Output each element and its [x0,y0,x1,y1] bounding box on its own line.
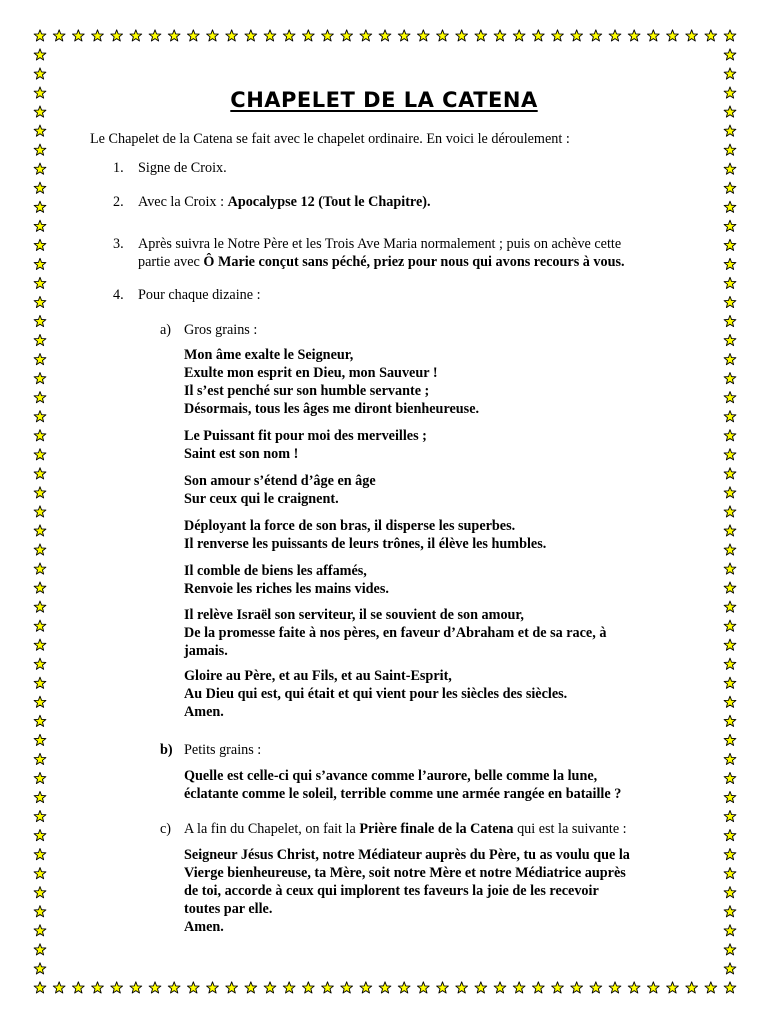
star-icon [724,506,736,517]
star-icon [34,677,46,688]
star-icon [437,982,449,993]
star-icon [532,982,544,993]
star-icon [34,258,46,269]
star-icon [34,125,46,136]
star-icon [571,30,583,41]
star-icon [724,601,736,612]
star-icon [724,163,736,174]
star-icon [92,982,104,993]
magnificat-line: Renvoie les riches les mains vides. [184,581,389,597]
star-icon [322,30,334,41]
sub-b-label: Petits grains : [184,742,262,758]
star-icon [34,620,46,631]
star-icon [724,963,736,974]
star-icon [724,753,736,764]
star-icon [724,49,736,60]
star-icon [724,277,736,288]
star-icon [724,525,736,536]
star-icon [34,525,46,536]
magnificat-line: Il relève Israël son serviteur, il se souvient de son amour, [184,607,524,623]
star-icon [34,791,46,802]
star-icon [724,544,736,555]
star-icon [686,982,698,993]
star-icon [187,30,199,41]
star-icon [724,334,736,345]
star-icon [724,144,736,155]
star-icon [34,68,46,79]
star-icon [34,810,46,821]
star-icon [34,239,46,250]
magnificat-line: Au Dieu qui est, qui était et qui vient pour les siècles des siècles. [184,686,568,702]
magnificat-line: Il s’est penché sur son humble servante ; [184,383,430,399]
star-icon [724,944,736,955]
star-icon [724,696,736,707]
star-icon [724,373,736,384]
star-icon [111,30,123,41]
star-icon [532,30,544,41]
star-icon [34,963,46,974]
star-icon [92,30,104,41]
step-1-number: 1. [113,160,124,176]
star-icon [437,30,449,41]
star-icon [264,30,276,41]
star-icon [686,30,698,41]
star-icon [571,982,583,993]
star-icon [34,982,46,993]
star-icon [647,982,659,993]
page-title: CHAPELET DE LA CATENA [230,88,538,112]
star-icon [34,392,46,403]
star-icon [724,772,736,783]
star-icon [34,353,46,364]
sub-c-plain-end: qui est la suivante : [513,821,627,837]
star-icon [456,982,468,993]
magnificat-line: Mon âme exalte le Seigneur, [184,347,354,363]
final-prayer-line: Vierge bienheureuse, ta Mère, soit notre Mère et notre Médiatrice auprès [184,865,626,881]
star-icon [245,30,257,41]
star-icon [513,30,525,41]
sub-a-letter: a) [160,322,172,338]
step-3-bold: Ô Marie conçut sans péché, priez pour nous qui avons recours à vous. [203,254,625,270]
star-icon [647,30,659,41]
step-2-plain: Avec la Croix : [138,194,228,210]
star-icon [724,239,736,250]
magnificat-line: Son amour s’étend d’âge en âge [184,473,376,489]
magnificat-line: Sur ceux qui le craignent. [184,491,339,507]
star-icon [417,30,429,41]
star-icon [724,887,736,898]
magnificat-line: Saint est son nom ! [184,446,299,462]
star-icon [724,68,736,79]
sub-c-letter: c) [160,821,172,837]
star-icon [34,334,46,345]
star-icon [724,182,736,193]
star-icon [724,296,736,307]
star-icon [552,982,564,993]
star-icon [34,544,46,555]
magnificat-line: Exulte mon esprit en Dieu, mon Sauveur ! [184,365,438,381]
star-icon [34,277,46,288]
star-icon [724,582,736,593]
star-icon [456,30,468,41]
star-icon [724,220,736,231]
star-icon [245,982,257,993]
star-icon [187,982,199,993]
petits-line-1: Quelle est celle-ci qui s’avance comme l’aurore, belle comme la lune, [184,768,598,784]
magnificat-line: Il comble de biens les affamés, [184,563,367,579]
star-icon [724,620,736,631]
star-icon [34,373,46,384]
final-prayer-line: toutes par elle. [184,901,273,917]
step-4-text: Pour chaque dizaine : [138,287,261,303]
star-icon [34,772,46,783]
star-icon [34,582,46,593]
step-3-number: 3. [113,236,124,252]
star-icon [34,925,46,936]
star-icon [724,411,736,422]
star-icon [609,30,621,41]
star-icon [34,829,46,840]
star-icon [628,30,640,41]
star-icon [724,829,736,840]
star-icon [34,163,46,174]
star-icon [130,30,142,41]
final-prayer-line: Seigneur Jésus Christ, notre Médiateur auprès du Père, tu as voulu que la [184,847,630,863]
star-icon [34,182,46,193]
star-icon [705,982,717,993]
star-icon [53,30,65,41]
sub-a-label: Gros grains : [184,322,258,338]
star-icon [34,601,46,612]
star-icon [628,982,640,993]
petits-line-2: éclatante comme le soleil, terrible comme une armée rangée en bataille ? [184,786,622,802]
star-icon [724,791,736,802]
magnificat-line: De la promesse faite à nos pères, en faveur d’Abraham et de sa race, à [184,625,607,641]
star-icon [34,887,46,898]
star-icon [322,982,334,993]
magnificat-line: Le Puissant fit pour moi des merveilles ; [184,428,427,444]
star-icon [475,30,487,41]
magnificat-line: jamais. [184,643,228,659]
star-icon [207,30,219,41]
star-icon [34,734,46,745]
star-icon [552,30,564,41]
magnificat-line: Il renverse les puissants de leurs trônes, il élève les humbles. [184,536,547,552]
star-icon [379,982,391,993]
star-icon [34,30,46,41]
step-1-text: Signe de Croix. [138,160,227,176]
star-icon [34,506,46,517]
magnificat-line: Déployant la force de son bras, il disperse les superbes. [184,518,516,534]
star-icon [130,982,142,993]
star-icon [341,30,353,41]
star-icon [724,30,736,41]
star-icon [72,982,84,993]
star-icon [724,353,736,364]
star-icon [360,982,372,993]
star-icon [705,30,717,41]
star-icon [207,982,219,993]
star-icon [226,30,238,41]
star-icon [724,563,736,574]
star-icon [398,30,410,41]
star-icon [34,315,46,326]
sub-c-plain: A la fin du Chapelet, on fait la [184,821,360,837]
star-icon [609,982,621,993]
star-icon [53,982,65,993]
magnificat-line: Gloire au Père, et au Fils, et au Saint-Esprit, [184,668,452,684]
magnificat-line: Amen. [184,704,224,720]
star-icon [724,734,736,745]
star-icon [379,30,391,41]
star-icon [226,982,238,993]
star-icon [724,430,736,441]
star-icon [34,296,46,307]
star-icon [724,315,736,326]
star-icon [724,639,736,650]
step-4-number: 4. [113,287,124,303]
star-icon [724,715,736,726]
star-icon [724,849,736,860]
star-icon [590,30,602,41]
star-icon [724,125,736,136]
intro-text: Le Chapelet de la Catena se fait avec le chapelet ordinaire. En voici le déroulement : [90,131,570,147]
star-icon [724,201,736,212]
star-icon [360,30,372,41]
sub-c-text [184,820,627,838]
star-icon [724,487,736,498]
star-icon [168,30,180,41]
step-3-plain: partie avec [138,254,204,270]
star-icon [475,982,487,993]
star-icon [34,220,46,231]
star-icon [34,944,46,955]
star-icon [724,868,736,879]
star-icon [72,30,84,41]
star-icon [283,30,295,41]
star-icon [34,487,46,498]
star-icon [34,658,46,669]
star-icon [34,563,46,574]
star-icon [302,982,314,993]
star-icon [724,258,736,269]
sub-c-bold: Prière finale de la Catena [359,821,514,837]
star-icon [264,982,276,993]
step-3-line-2 [138,253,625,271]
star-icon [34,49,46,60]
star-icon [667,30,679,41]
star-icon [341,982,353,993]
step-3-line-1: Après suivra le Notre Père et les Trois Ave Maria normalement ; puis on achève cette [138,236,622,252]
star-icon [302,30,314,41]
star-icon [494,30,506,41]
star-icon [724,906,736,917]
star-icon [513,982,525,993]
star-icon [494,982,506,993]
star-icon [34,849,46,860]
final-prayer-line: Amen. [184,919,224,935]
sub-b-letter: b) [160,742,173,758]
star-icon [34,430,46,441]
star-icon [724,468,736,479]
star-icon [724,449,736,460]
star-icon [724,982,736,993]
star-icon [149,982,161,993]
star-icon [34,715,46,726]
star-icon [724,392,736,403]
star-icon [34,753,46,764]
step-2-text [138,193,431,211]
star-icon [149,30,161,41]
magnificat-line: Désormais, tous les âges me diront bienheureuse. [184,401,480,417]
star-icon [724,658,736,669]
star-icon [34,411,46,422]
step-2-bold: Apocalypse 12 (Tout le Chapitre). [227,194,431,210]
star-icon [34,868,46,879]
star-icon [34,639,46,650]
star-icon [168,982,180,993]
star-icon [398,982,410,993]
star-icon [111,982,123,993]
final-prayer-line: de toi, accorde à ceux qui implorent tes faveurs la joie de les recevoir [184,883,599,899]
step-2-number: 2. [113,194,124,210]
star-icon [283,982,295,993]
star-icon [34,144,46,155]
star-icon [724,677,736,688]
star-icon [724,925,736,936]
star-icon [667,982,679,993]
star-icon [34,906,46,917]
star-icon [724,810,736,821]
star-icon [417,982,429,993]
star-icon [34,201,46,212]
star-icon [34,449,46,460]
star-icon [590,982,602,993]
star-icon [34,468,46,479]
star-icon [34,696,46,707]
